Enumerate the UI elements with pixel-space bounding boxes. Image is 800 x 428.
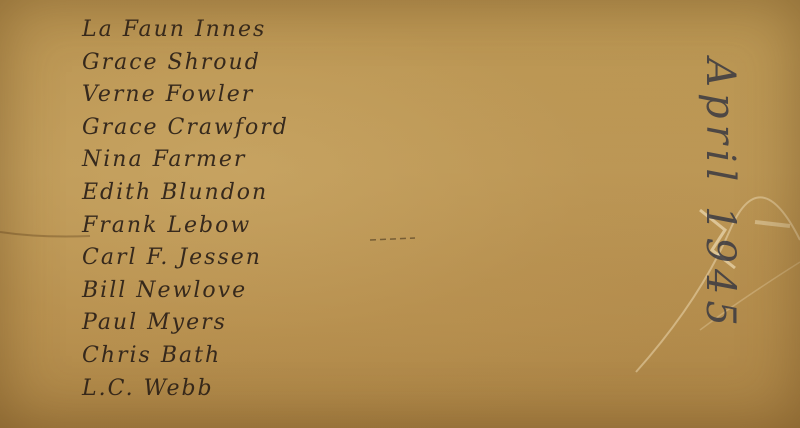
name-entry: Carl F. Jessen — [82, 245, 262, 271]
name-entry: La Faun Innes — [82, 17, 267, 42]
name-entry: L.C. Webb — [82, 375, 214, 401]
name-entry: Grace Shroud — [82, 49, 261, 75]
name-entry: Frank Lebow — [82, 212, 252, 238]
name-entry: Paul Myers — [82, 310, 227, 336]
name-entry: Verne Fowler — [82, 82, 255, 108]
names-list — [82, 14, 289, 405]
name-entry: Edith Blundon — [82, 179, 269, 205]
date-annotation: April 1945 — [697, 58, 743, 332]
name-entry: Grace Crawford — [82, 114, 289, 140]
name-entry: Bill Newlove — [82, 277, 248, 303]
name-entry: Chris Bath — [82, 342, 222, 368]
name-entry: Nina Farmer — [82, 147, 247, 173]
